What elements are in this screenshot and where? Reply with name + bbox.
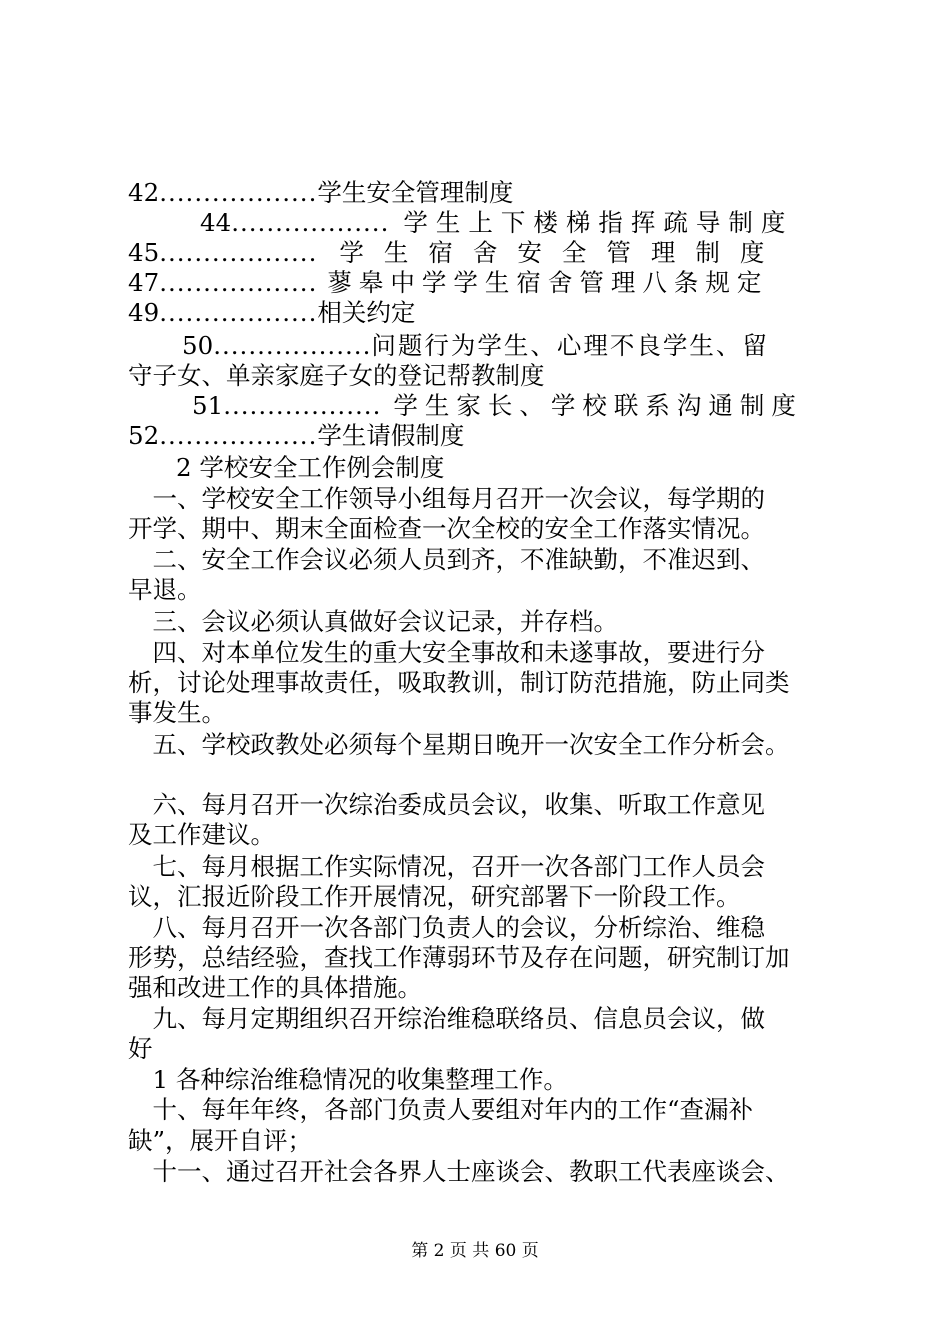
- body-line: 五、学校政教处必须每个星期日晚开一次安全工作分析会。: [128, 730, 790, 759]
- toc-entry-52: [128, 421, 832, 451]
- toc-title: 问题行为学生、心理不良学生、留: [371, 331, 769, 360]
- body-line: 七、每月根据工作实际情况，召开一次各部门工作人员会: [128, 852, 765, 881]
- toc-title: 学生上下楼梯指挥疏导制度: [403, 208, 794, 237]
- toc-num: 42: [128, 178, 160, 207]
- toc-dots: ..................: [159, 178, 318, 207]
- body-line: 缺”，展开自评；: [128, 1126, 313, 1155]
- page-footer: 第 2 页 共 60 页: [411, 1241, 539, 1261]
- body-line: 好: [128, 1034, 153, 1063]
- toc-title: 学生家长、学校联系沟通制度: [393, 391, 803, 420]
- toc-num: 50: [182, 331, 214, 360]
- body-line: 十、每年年终，各部门负责人要组对年内的工作“查漏补: [128, 1095, 754, 1124]
- toc-dots: ..................: [159, 238, 318, 267]
- toc-dots: ..................: [213, 331, 372, 360]
- toc-dots: ..................: [223, 391, 382, 420]
- body-line: 事发生。: [128, 698, 226, 727]
- body-line-blank: [128, 760, 832, 790]
- body-line: 十一、通过召开社会各界人士座谈会、教职工代表座谈会、: [128, 1157, 790, 1186]
- toc-entry-42: [128, 178, 832, 208]
- toc-title: 学生安全管理制度: [317, 178, 514, 207]
- toc-entry-49: [128, 298, 832, 328]
- body-line: 六、每月召开一次综治委成员会议，收集、听取工作意见: [128, 790, 765, 819]
- toc-dots: ..................: [159, 268, 318, 297]
- toc-dots: ..................: [231, 208, 390, 237]
- toc-entry-45: [128, 238, 832, 268]
- toc-num: 51: [192, 391, 224, 420]
- body-line: 二、安全工作会议必须人员到齐，不准缺勤，不准迟到、: [128, 545, 765, 574]
- toc-num: 47: [128, 268, 160, 297]
- toc-entry-50: [182, 331, 832, 361]
- toc-title: 蓼皋中学学生宿舍管理八条规定: [327, 268, 769, 297]
- body-line: 强和改进工作的具体措施。: [128, 973, 422, 1002]
- toc-num: 44: [200, 208, 232, 237]
- body-line: 一、学校安全工作领导小组每月召开一次会议，每学期的: [128, 484, 765, 513]
- body-line: 四、对本单位发生的重大安全事故和未遂事故，要进行分: [128, 638, 765, 667]
- body-line: 1 各种综治维稳情况的收集整理工作。: [128, 1065, 568, 1094]
- toc-title: 相关约定: [317, 298, 416, 327]
- toc-entry-47: [128, 268, 832, 298]
- toc-num: 49: [128, 298, 160, 327]
- body-line: 形势，总结经验，查找工作薄弱环节及存在问题，研究制订加: [128, 943, 790, 972]
- toc-entry-50-continued: [128, 361, 832, 391]
- toc-title: 学生宿舍安全管理制度: [339, 238, 785, 267]
- toc-num: 52: [128, 421, 160, 450]
- body-line: 八、每月召开一次各部门负责人的会议，分析综治、维稳: [128, 913, 765, 942]
- toc-dots: ..................: [159, 421, 318, 450]
- body-line: 议，汇报近阶段工作开展情况，研究部署下一阶段工作。: [128, 882, 741, 911]
- toc-title: 守子女、单亲家庭子女的登记帮教制度: [128, 361, 545, 390]
- body-line: 及工作建议。: [128, 820, 275, 849]
- body-line: 开学、期中、期末全面检查一次全校的安全工作落实情况。: [128, 514, 765, 543]
- toc-num: 45: [128, 238, 160, 267]
- toc-entry-51: [192, 391, 832, 421]
- toc-entry-44: [200, 208, 832, 238]
- body-line: 三、会议必须认真做好会议记录，并存档。: [128, 607, 618, 636]
- toc-title: 学生请假制度: [317, 421, 465, 450]
- body-line: 早退。: [128, 575, 202, 604]
- toc-dots: ..................: [159, 298, 318, 327]
- body-line: 析，讨论处理事故责任，吸取教训，制订防范措施，防止同类: [128, 668, 790, 697]
- section-title: 2 学校安全工作例会制度: [176, 453, 445, 482]
- body-line: 九、每月定期组织召开综治维稳联络员、信息员会议，做: [128, 1004, 765, 1033]
